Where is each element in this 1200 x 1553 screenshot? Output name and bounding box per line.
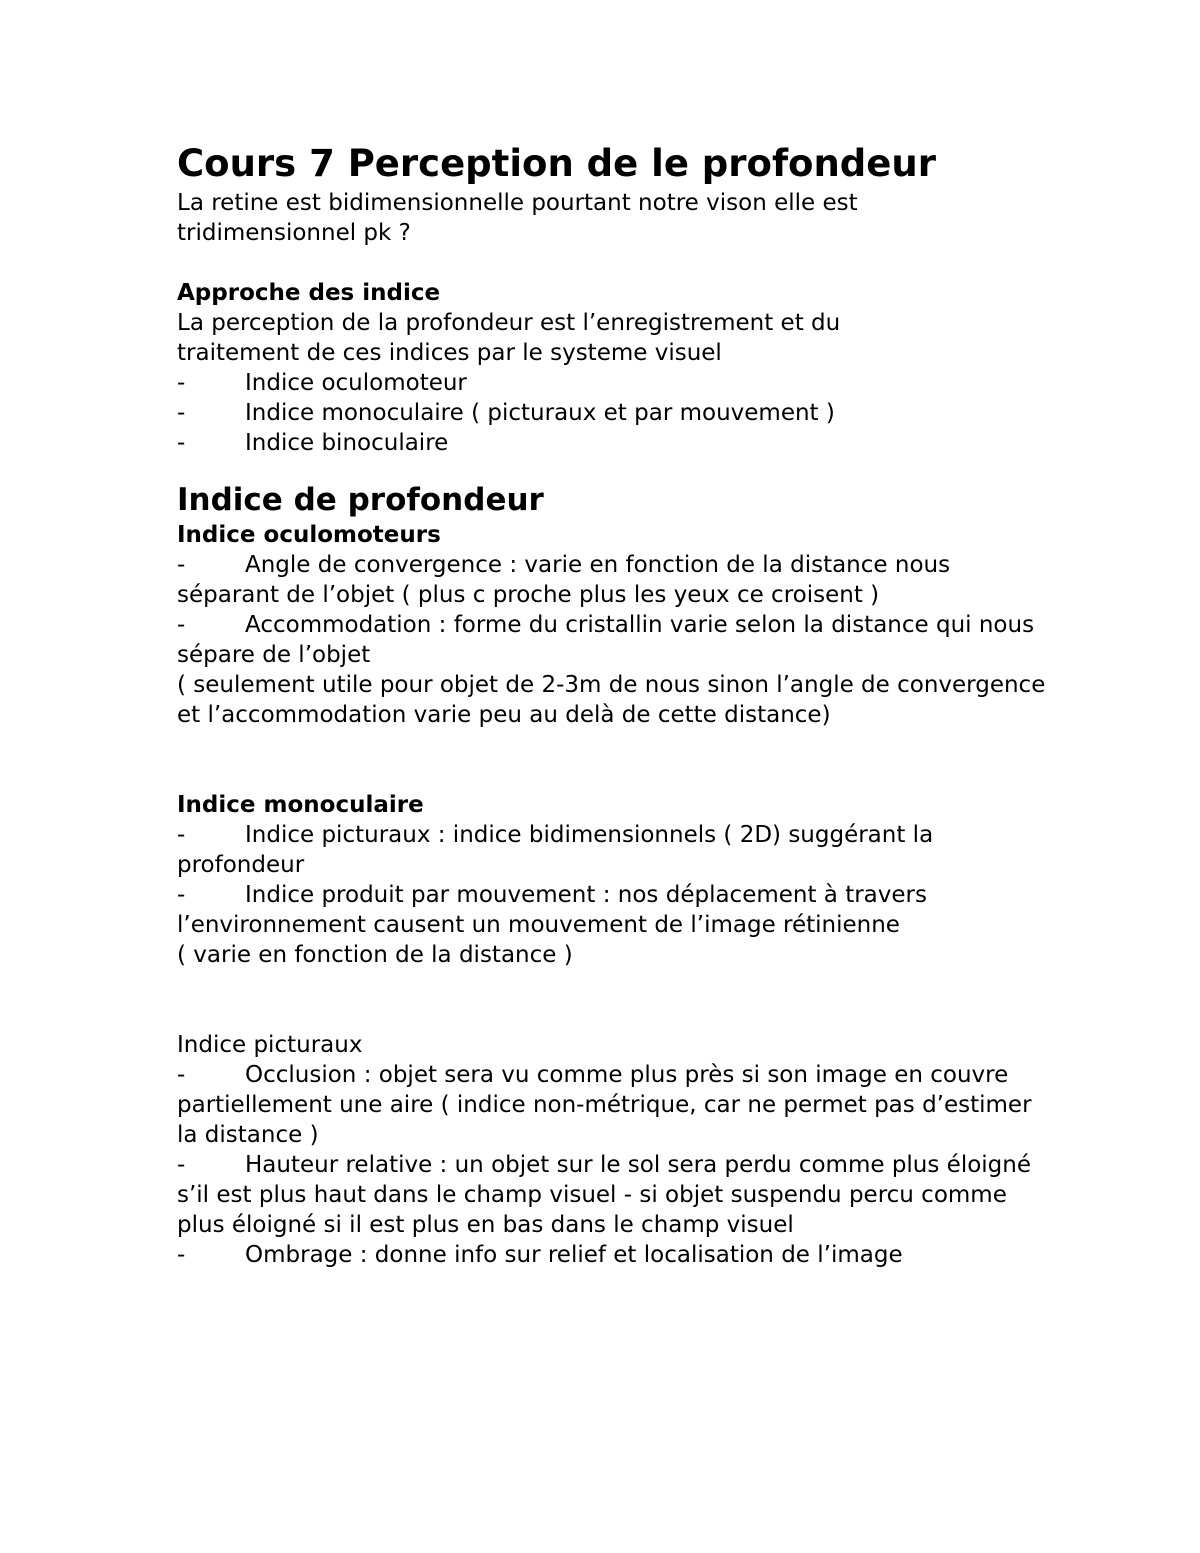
document-page [177,140,1057,1270]
oculomoteurs-heading: Indice oculomoteurs [177,522,441,548]
bullet-dash: - [177,552,186,578]
page-title: Cours 7 Perception de le profondeur [177,142,936,185]
intro-line-2: tridimensionnel pk ? [177,220,411,246]
bullet-dash: - [177,1152,186,1178]
intro-line-1: La retine est bidimensionnelle pourtant notre vison elle est [177,190,858,216]
approche-line-2: traitement de ces indices par le systeme visuel [177,340,722,366]
list-item: - Indice produit par mouvement : nos déplacement à travers l’environnement causent un mouvement de l’image rétinienne [177,882,927,938]
list-item: - Indice monoculaire ( picturaux et par mouvement ) [177,400,835,426]
list-item: - Indice oculomoteur [177,370,467,396]
oculomoteurs-note: ( seulement utile pour objet de 2-3m de nous sinon l’angle de convergence et l’accommodation varie peu au delà de cette distance) [177,672,1046,728]
bullet-dash: - [177,370,186,396]
list-item: - Accommodation : forme du cristallin varie selon la distance qui nous sépare de l’objet [177,612,1035,668]
list-item: - Indice picturaux : indice bidimensionnels ( 2D) suggérant la profondeur [177,822,934,878]
picturaux-heading: Indice picturaux [177,1032,363,1058]
list-item: - Ombrage : donne info sur relief et localisation de l’image [177,1242,903,1268]
bullet-dash: - [177,1242,186,1268]
section-heading-indice-profondeur: Indice de profondeur [177,482,544,518]
list-item: - Occlusion : objet sera vu comme plus près si son image en couvre partiellement une aire ( indice non-métrique, car ne permet pas d’estimer la distance ) [177,1062,1032,1148]
approche-line-1: La perception de la profondeur est l’enregistrement et du [177,310,841,336]
approche-heading: Approche des indice [177,280,441,306]
bullet-dash: - [177,822,186,848]
list-item: - Hauteur relative : un objet sur le sol sera perdu comme plus éloigné s’il est plus haut dans le champ visuel - si objet suspendu percu comme plus éloigné si il est plus en bas dans le champ visuel [177,1152,1032,1238]
bullet-dash: - [177,882,186,908]
bullet-dash: - [177,612,186,638]
list-item: - Indice binoculaire [177,430,449,456]
bullet-dash: - [177,430,186,456]
bullet-dash: - [177,1062,186,1088]
monoculaire-heading: Indice monoculaire [177,792,424,818]
bullet-dash: - [177,400,186,426]
list-item: - Angle de convergence : varie en fonction de la distance nous séparant de l’objet ( plus c proche plus les yeux ce croisent ) [177,552,951,608]
monoculaire-note: ( varie en fonction de la distance ) [177,942,573,968]
